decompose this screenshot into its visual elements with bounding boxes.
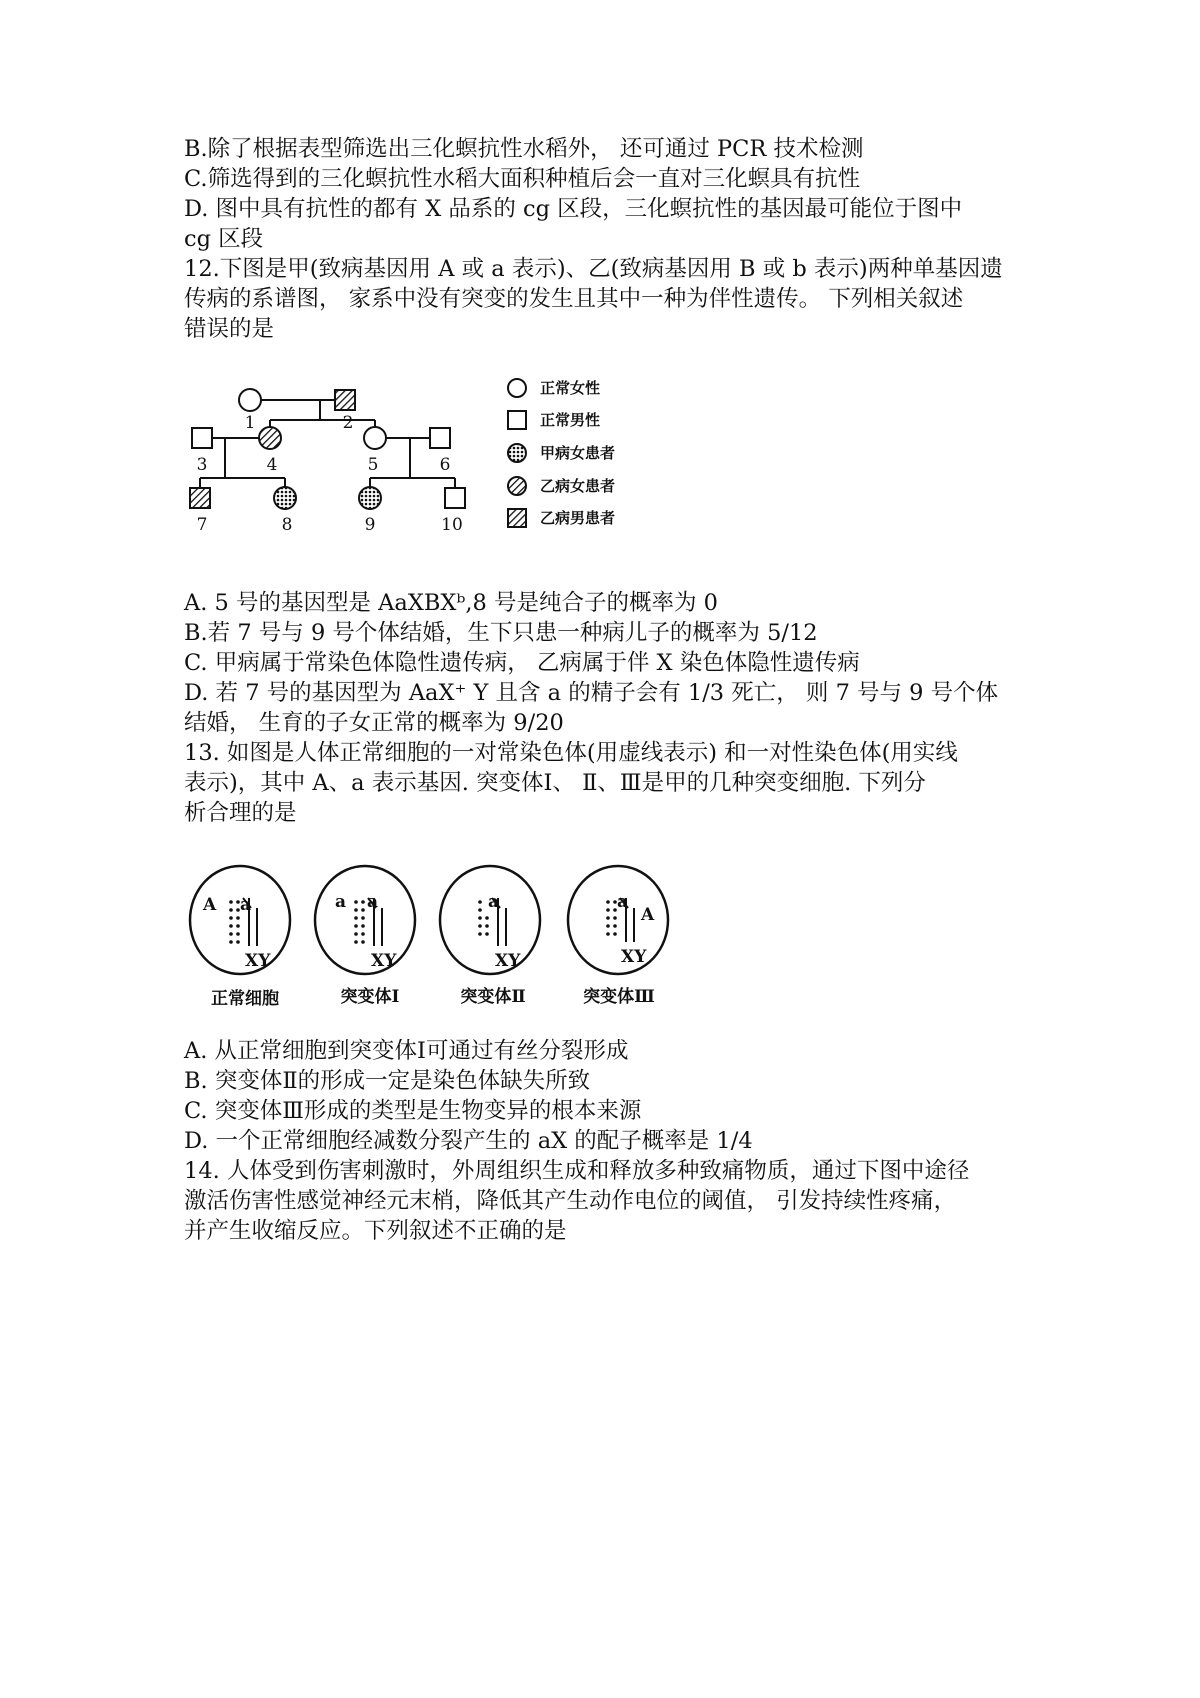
q13-stem-line3: 析合理的是: [184, 800, 297, 826]
q11-option-d-line1: D. 图中具有抗性的都有 X 品系的 cg 区段，三化螟抗性的基因最可能位于图中: [184, 196, 963, 222]
gene-a: a: [335, 892, 347, 912]
q13-stem-line1: 13. 如图是人体正常细胞的一对常染色体(用虚线表示) 和一对性染色体(用实线: [184, 740, 958, 766]
q12-option-a: A. 5 号的基因型是 AaXBXᵇ,8 号是纯合子的概率为 0: [184, 590, 718, 616]
legend-label: 甲病女患者: [540, 444, 616, 462]
q12-option-c: C. 甲病属于常染色体隐性遗传病， 乙病属于伴 X 染色体隐性遗传病: [184, 650, 860, 676]
individual-8: [274, 487, 296, 509]
id-label: 4: [266, 455, 278, 475]
q11-option-d-line2: cg 区段: [184, 226, 264, 252]
mutant-1-autosomes: [354, 900, 365, 944]
q11-option-b: B.除了根据表型筛选出三化螟抗性水稻外， 还可通过 PCR 技术检测: [184, 136, 864, 162]
gene-A: A: [641, 905, 655, 925]
id-label: 6: [439, 455, 451, 475]
id-label: 5: [367, 455, 379, 475]
individual-9: [359, 487, 381, 509]
gene-A: A: [203, 895, 217, 915]
q12-option-b: B.若 7 号与 9 号个体结婚，生下只患一种病儿子的概率为 5/12: [184, 620, 818, 646]
individual-7: [190, 488, 210, 508]
cell-label-mutant-1: 突变体Ⅰ: [340, 987, 400, 1007]
q12-stem-line3: 错误的是: [184, 316, 275, 342]
q14-stem-line2: 激活伤害性感觉神经元末梢，降低其产生动作电位的阈值， 引发持续性疼痛，: [184, 1188, 957, 1214]
individual-2: [335, 390, 355, 410]
q12-option-d-line2: 结婚， 生育的子女正常的概率为 9/20: [184, 710, 564, 736]
individual-6: [430, 428, 450, 448]
pedigree-chart: [180, 378, 660, 578]
pedigree-legend: [508, 379, 615, 527]
q13-option-c: C. 突变体Ⅲ形成的类型是生物变异的根本来源: [184, 1098, 642, 1124]
legend-label: 乙病女患者: [540, 477, 616, 495]
id-label: 9: [364, 515, 376, 535]
gene-a: a: [240, 895, 252, 915]
cell-label-mutant-3: 突变体Ⅲ: [583, 987, 655, 1007]
xy-label: XY: [495, 951, 521, 971]
gene-a: a: [488, 892, 500, 912]
q13-option-d: D. 一个正常细胞经减数分裂产生的 aX 的配子概率是 1/4: [184, 1128, 753, 1154]
legend-label: 乙病男患者: [540, 509, 616, 527]
legend-label: 正常男性: [540, 411, 601, 429]
xy-label: XY: [621, 947, 647, 967]
q11-option-c: C.筛选得到的三化螟抗性水稻大面积种植后会一直对三化螟具有抗性: [184, 166, 861, 192]
q12-option-d-line1: D. 若 7 号的基因型为 AaX⁺ Y 且含 a 的精子会有 1/3 死亡， 则 7 号与 9 号个体: [184, 680, 999, 706]
gene-a: a: [617, 892, 629, 912]
individual-1: [239, 389, 261, 411]
normal-cell-autosomes: [229, 900, 240, 944]
individual-10: [445, 488, 465, 508]
id-label: 10: [441, 515, 463, 535]
legend-label: 正常女性: [540, 379, 601, 397]
xy-label: XY: [371, 951, 397, 971]
gene-a: a: [367, 892, 379, 912]
cell-diagram: [185, 862, 705, 1012]
q13-option-b: B. 突变体Ⅱ的形成一定是染色体缺失所致: [184, 1068, 591, 1094]
mutant-3-autosomes: [606, 900, 617, 936]
id-label: 1: [244, 413, 256, 433]
q14-stem-line1: 14. 人体受到伤害刺激时，外周组织生成和释放多种致痛物质，通过下图中途径: [184, 1158, 970, 1184]
cell-label-normal: 正常细胞: [211, 989, 279, 1009]
id-label: 8: [281, 515, 293, 535]
xy-label: XY: [245, 951, 271, 971]
individual-4: [259, 427, 281, 449]
q14-stem-line3: 并产生收缩反应。下列叙述不正确的是: [184, 1218, 567, 1244]
id-label: 7: [196, 515, 208, 535]
id-label: 2: [342, 413, 354, 433]
individual-5: [364, 427, 386, 449]
id-label: 3: [196, 455, 208, 475]
q12-stem-line2: 传病的系谱图， 家系中没有突变的发生且其中一种为伴性遗传。 下列相关叙述: [184, 286, 964, 312]
individual-3: [192, 428, 212, 448]
q13-stem-line2: 表示)，其中 A、a 表示基因. 突变体Ⅰ、 Ⅱ、Ⅲ是甲的几种突变细胞. 下列分: [184, 770, 926, 796]
q13-option-a: A. 从正常细胞到突变体Ⅰ可通过有丝分裂形成: [184, 1038, 629, 1064]
q12-stem-line1: 12.下图是甲(致病基因用 A 或 a 表示)、乙(致病基因用 B 或 b 表示)两种单基因遗: [184, 256, 1003, 282]
cell-label-mutant-2: 突变体Ⅱ: [460, 987, 526, 1007]
